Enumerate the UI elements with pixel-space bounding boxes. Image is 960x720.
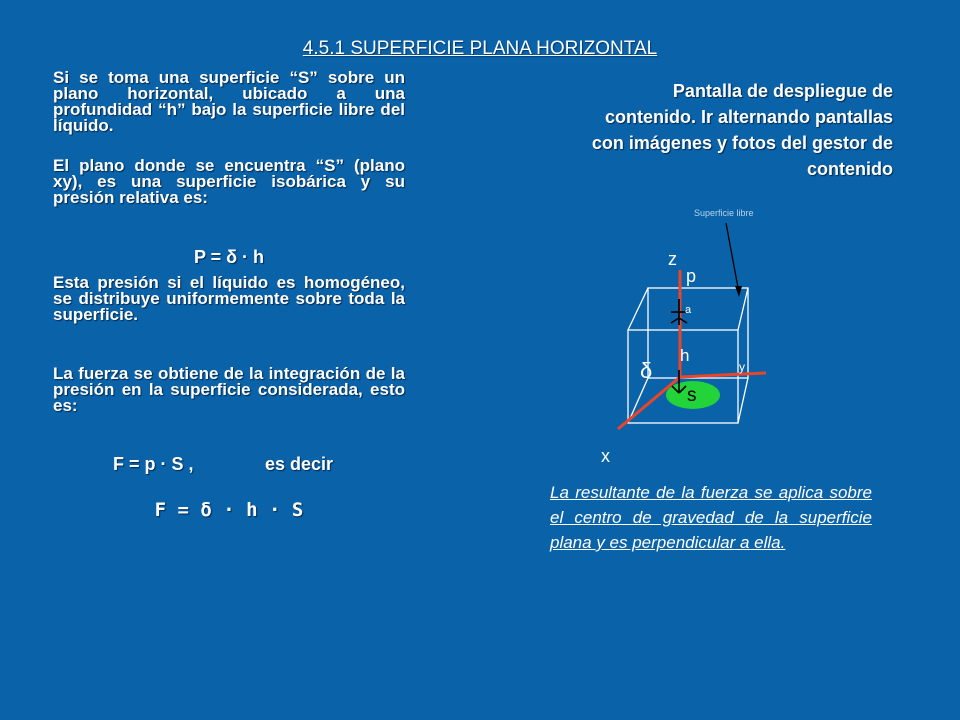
x-axis-label: x [601,446,610,466]
pointer-arrowhead [735,286,742,297]
paragraph-surface: Si se toma una superficie “S” sobre un plano horizontal, ubicado a una profundidad “h” bajo la superficie libre del líquido. [53,68,405,135]
force-formula: F = p · S , [113,454,194,474]
free-surface-label: Superficie libre [694,208,754,218]
force-final-formula: F = δ · h · S [154,499,304,521]
paragraph-homogeneous: Esta presión si el líquido es homogéneo, se distribuye uniformemente sobre toda la superficie. [53,273,405,324]
a-label: a [685,304,692,316]
cube-back-face [648,288,748,378]
slide-title: 4.5.1 SUPERFICIE PLANA HORIZONTAL [302,38,658,59]
cube-diagram [590,195,780,475]
paragraph-integration: La fuerza se obtiene de la integración de la presión en la superficie considerada, esto es: [53,364,405,415]
content-placeholder-note: Pantalla de despliegue de contenido. Ir alternando pantallas con imágenes y fotos del gestor de contenido [591,81,893,179]
pressure-formula: P = δ · h [193,247,265,267]
free-surface-pointer [726,223,739,293]
x-axis [618,377,680,429]
density-symbol: δ [640,358,653,383]
depth-label: h [680,346,690,365]
paragraph-isobaric: El plano donde se encuentra “S” (plano xy), es una superficie isobárica y su presión relativa es: [53,156,405,207]
pressure-label: p [686,266,697,286]
y-axis-label: y [739,360,745,374]
force-formula-connector: es decir [265,454,334,474]
surface-s-label: s [687,385,697,406]
z-axis-label: z [668,249,677,269]
y-axis [680,373,766,377]
resultant-note: La resultante de la fuerza se aplica sobre el centro de gravedad de la superficie plana y es perpendicular a ella. [550,483,872,552]
